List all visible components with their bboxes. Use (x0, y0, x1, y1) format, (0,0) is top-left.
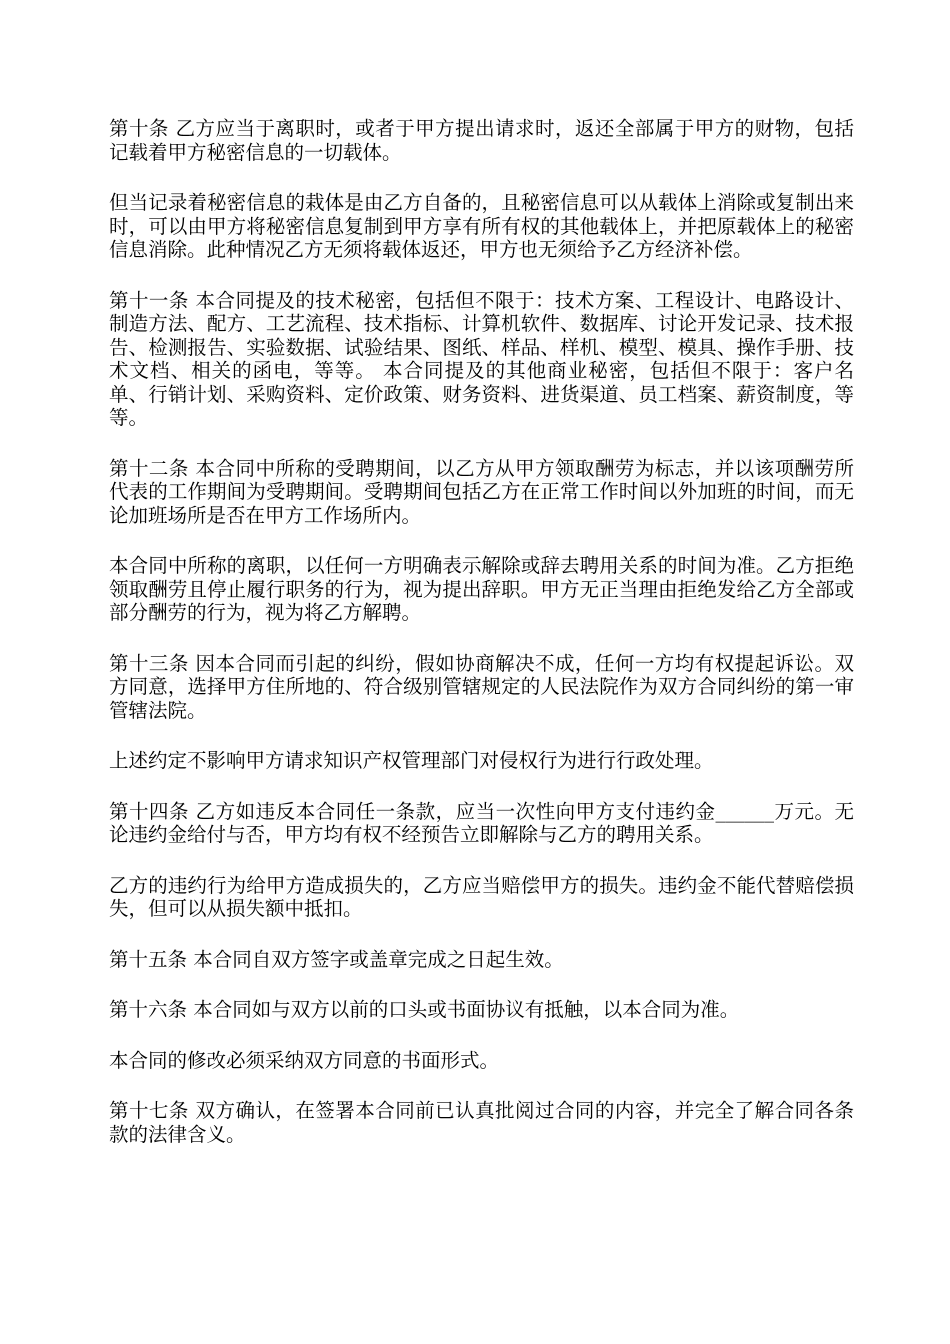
paragraph-article-17: 第十七条 双方确认，在签署本合同前已认真批阅过合同的内容，并完全了解合同各条款的法律含义。 (109, 1099, 854, 1146)
paragraph-article-10: 第十条 乙方应当于离职时，或者于甲方提出请求时，返还全部属于甲方的财物，包括记载着甲方秘密信息的一切载体。 (109, 117, 854, 164)
paragraph-article-13: 第十三条 因本合同而引起的纠纷，假如协商解决不成，任何一方均有权提起诉讼。双方同意，选择甲方住所地的、符合级别管辖规定的人民法院作为双方合同纠纷的第一审管辖法院。 (109, 651, 854, 722)
document-page (109, 117, 854, 1173)
paragraph-article-11: 第十一条 本合同提及的技术秘密，包括但不限于：技术方案、工程设计、电路设计、制造方法、配方、工艺流程、技术指标、计算机软件、数据库、讨论开发记录、技术报告、检测报告、实验数据、试验结果、图纸、样品、样机、模型、模具、操作手册、技术文档、相关的函电，等等。 本合同提及的其他商业秘密，包括但不限于：客户名单、行销计划、采购资料、定价政策、财务资料、进货渠道、员工档案、薪资制度，等等。 (109, 288, 854, 429)
paragraph-article-12: 第十二条 本合同中所称的受聘期间，以乙方从甲方领取酬劳为标志，并以该项酬劳所代表的工作期间为受聘期间。受聘期间包括乙方在正常工作时间以外加班的时间，而无论加班场所是否在甲方工作场所内。 (109, 456, 854, 527)
paragraph-article-13-supplement: 上述约定不影响甲方请求知识产权管理部门对侵权行为进行行政处理。 (109, 749, 714, 772)
paragraph-article-14-supplement: 乙方的违约行为给甲方造成损失的，乙方应当赔偿甲方的损失。违约金不能代替赔偿损失，但可以从损失额中抵扣。 (109, 873, 854, 920)
paragraph-article-16: 第十六条 本合同如与双方以前的口头或书面协议有抵触，以本合同为准。 (109, 998, 740, 1021)
paragraph-article-16-supplement: 本合同的修改必须采纳双方同意的书面形式。 (109, 1048, 500, 1072)
paragraph-article-12-supplement: 本合同中所称的离职，以任何一方明确表示解除或辞去聘用关系的时间为准。乙方拒绝领取酬劳且停止履行职务的行为，视为提出辞职。甲方无正当理由拒绝发给乙方全部或部分酬劳的行为，视为将乙方解聘。 (109, 554, 854, 624)
paragraph-article-10-supplement: 但当记录着秘密信息的栽体是由乙方自备的，且秘密信息可以从载体上消除或复制出来时，可以由甲方将秘密信息复制到甲方享有所有权的其他载体上，并把原载体上的秘密信息消除。此种情况乙方无须将载体返还，甲方也无须给予乙方经济补偿。 (109, 191, 854, 261)
paragraph-article-15: 第十五条 本合同自双方签字或盖章完成之日起生效。 (109, 947, 564, 971)
paragraph-article-14: 第十四条 乙方如违反本合同任一条款，应当一次性向甲方支付违约金______万元。无论违约金给付与否，甲方均有权不经预告立即解除与乙方的聘用关系。 (109, 799, 854, 846)
